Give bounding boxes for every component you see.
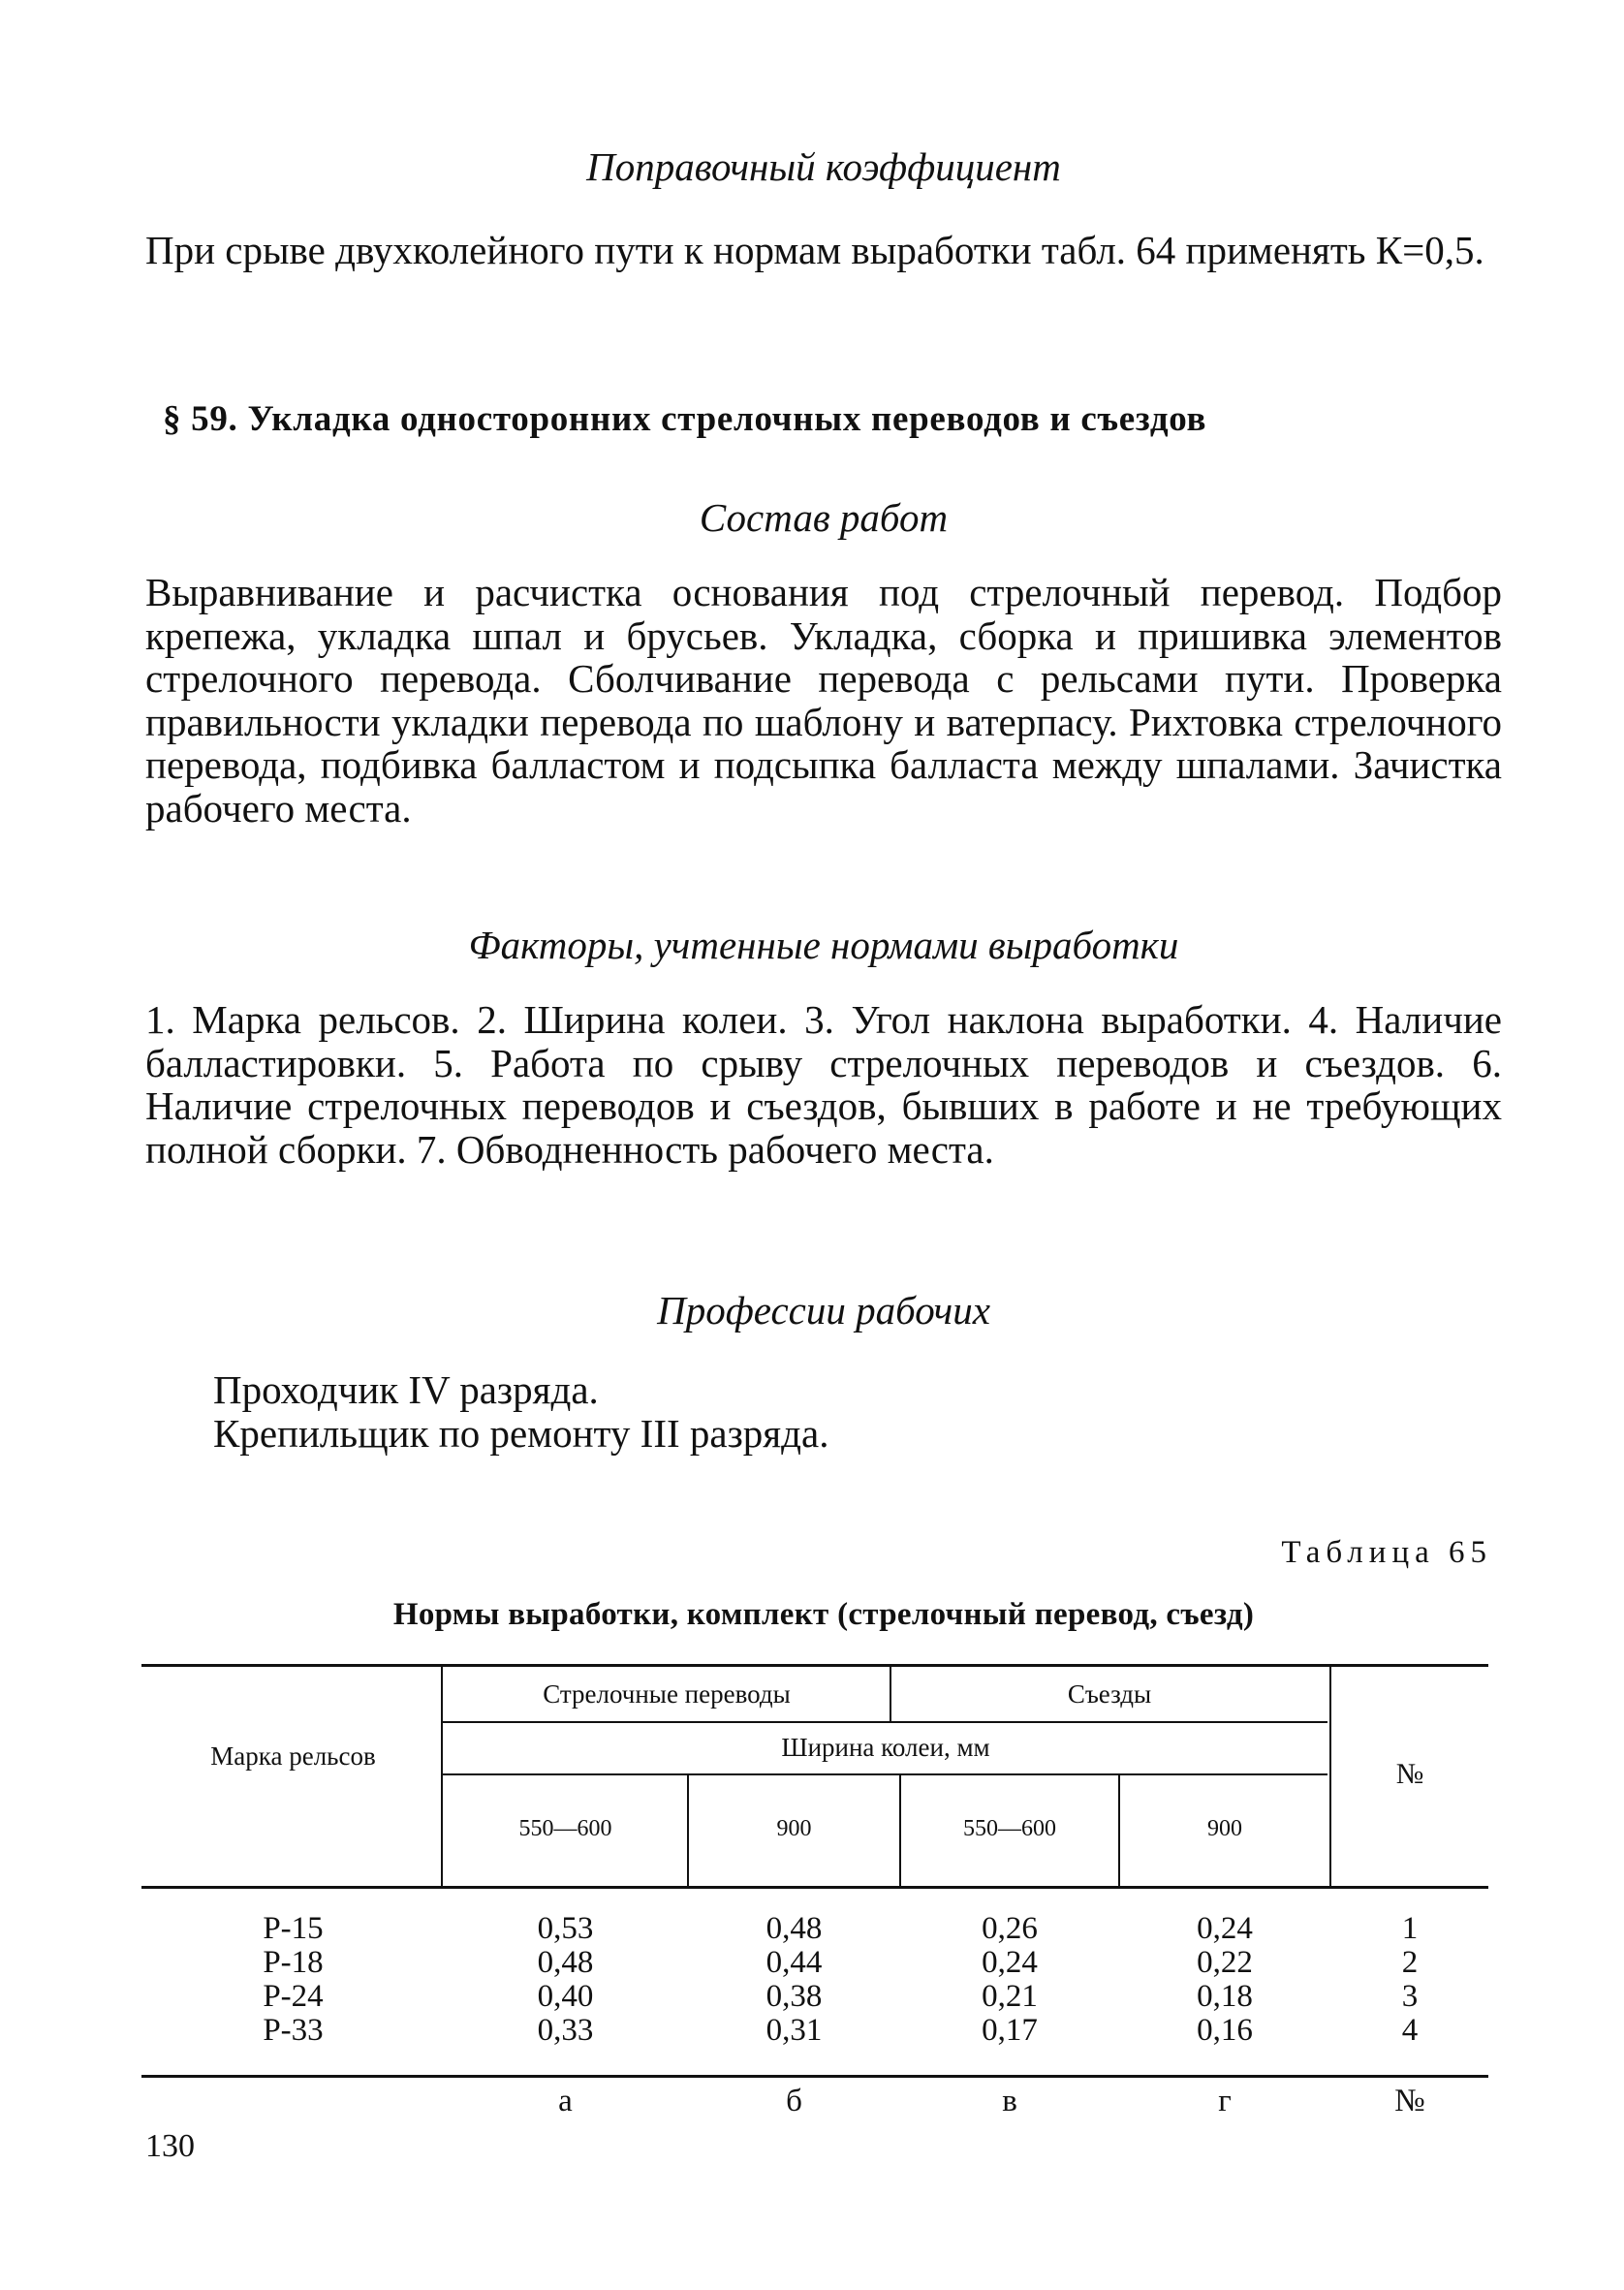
table-cell: 0,21 <box>982 1979 1038 2014</box>
table-cell: 0,53 <box>537 1911 594 1946</box>
column-b <box>689 1912 899 2048</box>
table-cell: 0,18 <box>1197 1979 1253 2014</box>
column-number <box>1331 1912 1488 2048</box>
table-cell: 0,16 <box>1197 2013 1253 2048</box>
header-gauge-a: 550—600 <box>518 1816 612 1841</box>
table-cell: Р-15 <box>263 1911 324 1946</box>
table-cell: 0,33 <box>537 2013 594 2048</box>
table-cell: 2 <box>1401 1945 1419 1980</box>
table-cell: 0,24 <box>1197 1911 1253 1946</box>
header-crossovers: Съезды <box>1067 1679 1152 1709</box>
composition-text: Выравнивание и расчистка основания под стрелочный перевод. Подбор крепежа, укладка шпал и брусьев. Укладка, сборка и пришивка элементов стрелочного перевода. Сболчивание перевода с рельсами пути. Проверка правильности укладки перевода по шаблону и ватерпасу. Рихтовка стрелочного перевода, подбивка балластом и подсыпка балласта между шпалами. Зачистка рабочего места. <box>145 570 1502 831</box>
factors-title: Факторы, учтенные нормами выработки <box>468 923 1179 967</box>
professions-list <box>213 1368 1473 1455</box>
header-gauge-c: 550—600 <box>963 1816 1056 1841</box>
table-cell: 0,17 <box>982 2013 1038 2048</box>
column-a <box>444 1912 687 2048</box>
footer-letter-d: г <box>1218 2084 1232 2118</box>
table-top-rule <box>141 1664 1488 1667</box>
professions-title: Профессии рабочих <box>657 1288 990 1333</box>
section-title: § 59. Укладка односторонних стрелочных переводов и съездов <box>163 399 1207 439</box>
table-cell: Р-24 <box>263 1979 324 2014</box>
table-title: Нормы выработки, комплект (стрелочный перевод, съезд) <box>392 1597 1255 1632</box>
correction-text: При срыве двухколейного пути к нормам выработки табл. 64 применять К=0,5. <box>145 228 1484 272</box>
profession-item: Проходчик IV разряда. <box>213 1367 599 1412</box>
column-c <box>901 1912 1118 2048</box>
header-rule-2 <box>443 1773 1327 1775</box>
table-cell: 4 <box>1401 2013 1419 2048</box>
table-label: Таблица 65 <box>1281 1535 1492 1570</box>
column-grade <box>145 1912 441 2048</box>
col-divider-grade <box>441 1666 443 1886</box>
table-cell: Р-33 <box>263 2013 324 2048</box>
table-cell: Р-18 <box>263 1945 324 1980</box>
table-cell: 0,38 <box>765 1979 823 2014</box>
table-cell: 0,22 <box>1197 1945 1253 1980</box>
table-cell: 0,26 <box>982 1911 1038 1946</box>
header-gauge-d: 900 <box>1207 1816 1242 1841</box>
table-cell: 0,31 <box>765 2013 823 2048</box>
table-cell: 0,44 <box>765 1945 823 1980</box>
composition-title: Состав работ <box>699 495 949 540</box>
factors-text: 1. Марка рельсов. 2. Ширина колеи. 3. Угол наклона выработки. 4. Наличие балластировки. 5. Работа по срыву стрелочных переводов и съездов. 6. Наличие стрелочных переводов и съездов, бывших в работе и не требующих полной сборки. 7. Обводненность рабочего места. <box>145 997 1502 1172</box>
profession-item: Крепильщик по ремонту III разряда. <box>213 1410 829 1456</box>
header-gauge-b: 900 <box>776 1816 812 1841</box>
table-cell: 0,24 <box>982 1945 1038 1980</box>
header-gauge: Ширина колеи, мм <box>781 1733 990 1762</box>
table-bottom-rule <box>141 2075 1488 2078</box>
header-rule-1 <box>443 1721 1327 1723</box>
page-number: 130 <box>145 2128 195 2164</box>
correction-title: Поправочный коэффициент <box>586 144 1061 189</box>
table-cell: 0,48 <box>765 1911 823 1946</box>
footer-letter-a: а <box>558 2084 573 2118</box>
header-number: № <box>1395 1758 1424 1790</box>
header-bottom-rule <box>141 1886 1488 1889</box>
table-cell: 0,48 <box>537 1945 594 1980</box>
footer-letter-b: б <box>786 2084 802 2118</box>
table-cell: 0,40 <box>537 1979 594 2014</box>
table-cell: 1 <box>1401 1911 1419 1946</box>
table-cell: 3 <box>1401 1979 1419 2014</box>
footer-number-label: № <box>1394 2084 1425 2118</box>
header-rail-grade: Марка рельсов <box>210 1741 376 1771</box>
footer-letter-c: в <box>1002 2084 1017 2118</box>
header-switches: Стрелочные переводы <box>543 1679 791 1709</box>
column-d <box>1120 1912 1329 2048</box>
